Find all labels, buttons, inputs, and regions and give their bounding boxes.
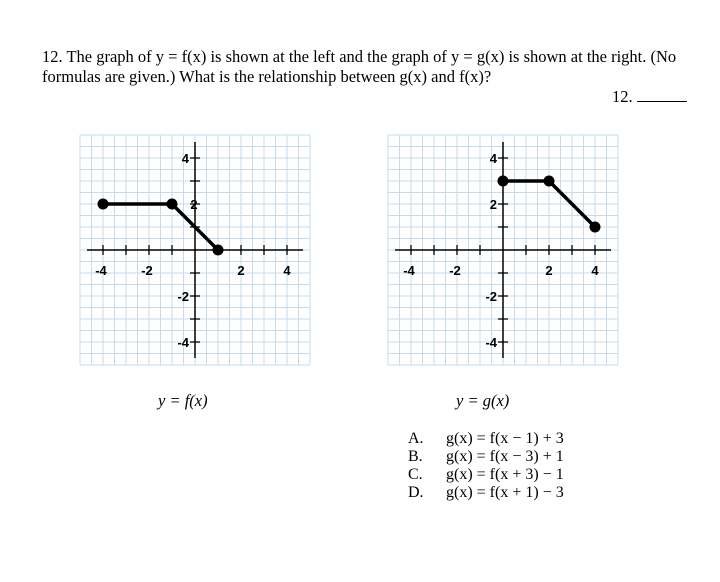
y-tick-label: 4: [181, 151, 189, 166]
y-tick-label: -2: [485, 289, 497, 304]
answer-line: [612, 87, 687, 107]
choice-letter: D.: [408, 484, 424, 501]
question-text: 12. The graph of y = f(x) is shown at the left and the graph of y = g(x) is shown at the right. (No formulas are given.) What is the relationship between g(x) and f(x)?: [42, 47, 677, 86]
answer-number: 12.: [612, 87, 633, 106]
y-tick-label: 4: [489, 151, 497, 166]
choice-text: g(x) = f(x + 3) − 1: [446, 466, 564, 483]
graph-f: [75, 130, 315, 380]
x-tick-label: 4: [591, 263, 599, 278]
y-tick-label: -4: [177, 335, 189, 350]
choice-a[interactable]: [408, 430, 564, 448]
graph-g: [383, 130, 623, 380]
caption-f: y = f(x): [158, 391, 208, 410]
choice-text: g(x) = f(x − 1) + 3: [446, 430, 564, 447]
choice-letter: C.: [408, 466, 423, 483]
x-tick-label: 2: [545, 263, 553, 278]
choice-letter: B.: [408, 448, 423, 465]
choice-letter: A.: [408, 430, 424, 447]
x-tick-label: 2: [237, 263, 245, 278]
data-point: [213, 245, 224, 256]
data-point: [498, 176, 509, 187]
caption-g: y = g(x): [456, 391, 510, 410]
data-point: [544, 176, 555, 187]
choice-c[interactable]: [408, 466, 564, 484]
answer-blank[interactable]: [637, 87, 687, 102]
choice-b[interactable]: [408, 448, 564, 466]
x-tick-label: 4: [283, 263, 291, 278]
choice-d[interactable]: [408, 484, 564, 502]
data-point: [590, 222, 601, 233]
y-tick-label: -4: [485, 335, 497, 350]
choice-text: g(x) = f(x − 3) + 1: [446, 448, 564, 465]
x-tick-label: -2: [449, 263, 461, 278]
x-tick-label: -4: [95, 263, 107, 278]
answer-choices: [408, 430, 564, 502]
data-point: [167, 199, 178, 210]
point-label: 2: [190, 197, 198, 212]
x-tick-label: -2: [141, 263, 153, 278]
y-tick-label: -2: [177, 289, 189, 304]
y-tick-label: 2: [489, 197, 497, 212]
data-point: [98, 199, 109, 210]
choice-text: g(x) = f(x + 1) − 3: [446, 484, 564, 501]
x-tick-label: -4: [403, 263, 415, 278]
